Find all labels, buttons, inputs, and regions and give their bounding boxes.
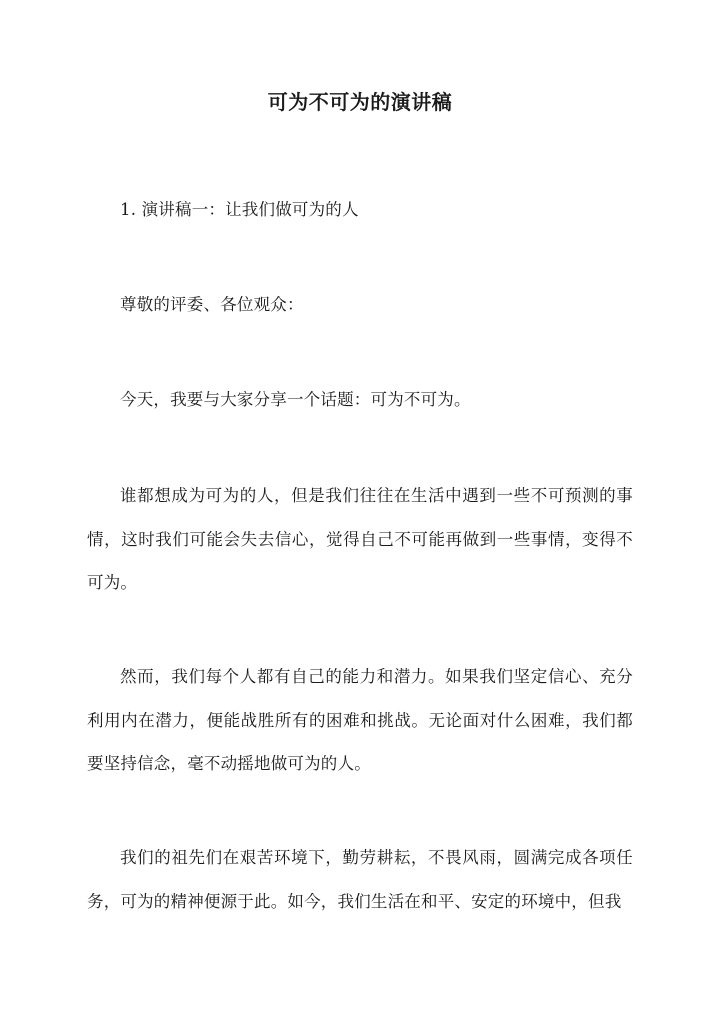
section-heading: 1. 演讲稿一：让我们做可为的人	[120, 200, 359, 219]
document-title: 可为不可为的演讲稿	[267, 90, 453, 114]
body-paragraph-2: 谁都想成为可为的人，但是我们往往在生活中遇到一些不可预测的事情，这时我们可能会失去信心，觉得自己不可能再做到一些事情，变得不可为。	[87, 486, 633, 592]
body-paragraph-4: 我们的祖先们在艰苦环境下，勤劳耕耘，不畏风雨，圆满完成各项任务，可为的精神便源于此。如今，我们生活在和平、安定的环境中，但我	[87, 848, 633, 911]
body-paragraph-3: 然而，我们每个人都有自己的能力和潜力。如果我们坚定信心、充分利用内在潜力，便能战胜所有的困难和挑战。无论面对什么困难，我们都要坚持信念，毫不动摇地做可为的人。	[87, 667, 633, 773]
greeting-paragraph: 尊敬的评委、各位观众：	[120, 295, 304, 314]
body-paragraph-1: 今天，我要与大家分享一个话题：可为不可为。	[120, 390, 471, 409]
